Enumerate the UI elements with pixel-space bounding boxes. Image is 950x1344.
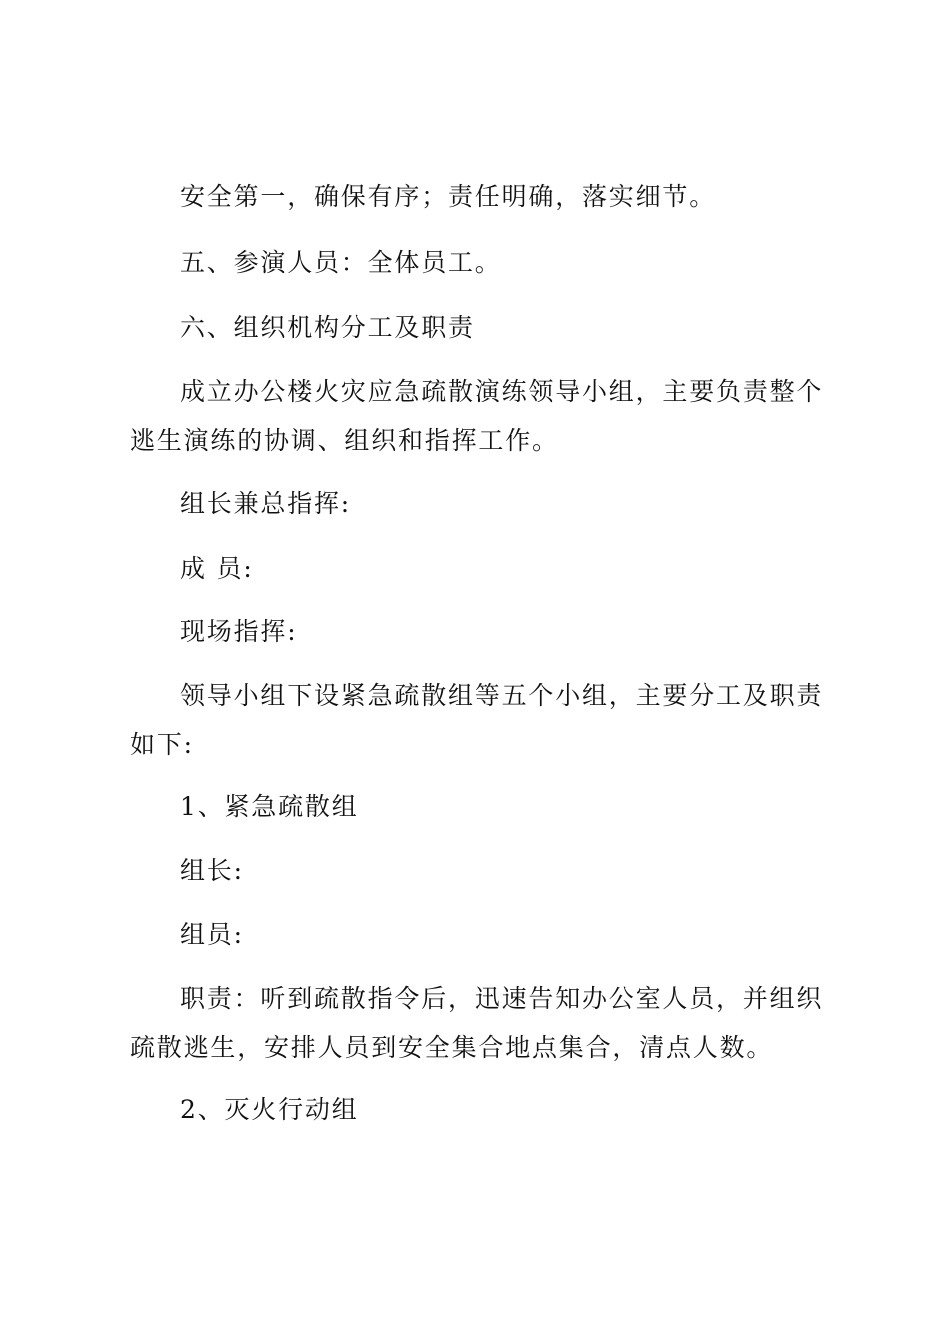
paragraph-commander: 组长兼总指挥: — [180, 489, 352, 518]
section-heading-organization: 六、组织机构分工及职责 — [180, 313, 475, 342]
subheading-firefighting-group: 2、灭火行动组 — [180, 1095, 359, 1124]
paragraph-principle: 安全第一，确保有序；责任明确，落实细节。 — [180, 182, 717, 211]
paragraph-duties: 职责：听到疏散指令后，迅速告知办公室人员，并组织疏散逃生，安排人员到安全集合地点集合，清点人数。 — [130, 984, 824, 1062]
paragraph-group-leader: 组长: — [180, 856, 244, 885]
paragraph-participants: 五、参演人员：全体员工。 — [180, 248, 502, 277]
paragraph-group-members: 组员: — [180, 920, 244, 949]
paragraph-leading-group: 成立办公楼火灾应急疏散演练领导小组，主要负责整个逃生演练的协调、组织和指挥工作。 — [130, 377, 824, 455]
subheading-evacuation-group: 1、紧急疏散组 — [180, 792, 359, 821]
paragraph-members: 成 员: — [180, 554, 254, 583]
paragraph-field-commander: 现场指挥: — [180, 617, 298, 646]
paragraph-subgroups: 领导小组下设紧急疏散组等五个小组，主要分工及职责如下: — [130, 681, 824, 759]
